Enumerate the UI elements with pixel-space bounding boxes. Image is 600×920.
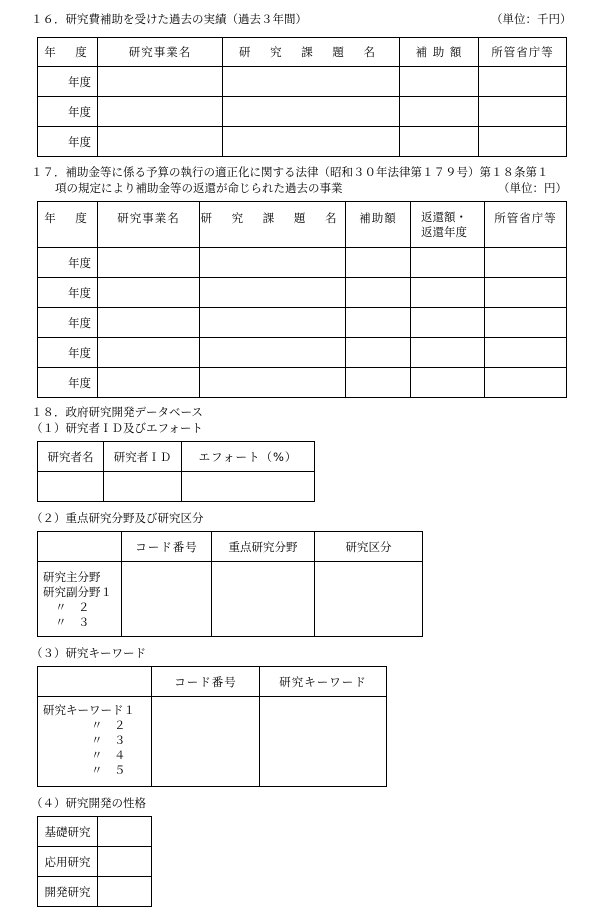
development-research-cell[interactable] bbox=[98, 877, 152, 907]
header-project-name: 研究事業名 bbox=[98, 38, 223, 67]
year-cell[interactable]: 年度 bbox=[38, 278, 98, 308]
amount-cell[interactable] bbox=[346, 338, 411, 368]
section-18-title: １８．政府研究開発データベース bbox=[31, 405, 203, 419]
header-priority-field: 重点研究分野 bbox=[212, 532, 315, 562]
section-17-title-line1: １７．補助金等に係る予算の執行の適正化に関する法律（昭和３０年法律第１７９号）第１８条第１ bbox=[31, 165, 549, 179]
ministry-cell[interactable] bbox=[479, 127, 567, 157]
header-code-number: コード番号 bbox=[122, 532, 212, 562]
research-category-cell[interactable] bbox=[315, 562, 423, 637]
year-cell[interactable]: 年度 bbox=[38, 248, 98, 278]
header-return-amount-year bbox=[411, 202, 485, 248]
researcher-id-table bbox=[37, 441, 315, 502]
table-row bbox=[38, 278, 567, 308]
year-cell[interactable]: 年度 bbox=[38, 368, 98, 398]
title-cell[interactable] bbox=[223, 67, 400, 97]
research-field-table bbox=[37, 531, 423, 637]
ministry-cell[interactable] bbox=[485, 248, 567, 278]
project-cell[interactable] bbox=[98, 308, 200, 338]
table-row bbox=[38, 697, 387, 787]
label-basic-research: 基礎研究 bbox=[38, 817, 98, 847]
header-code-number: コード番号 bbox=[152, 667, 260, 697]
label-applied-research: 応用研究 bbox=[38, 847, 98, 877]
ministry-cell[interactable] bbox=[479, 67, 567, 97]
amount-cell[interactable] bbox=[346, 308, 411, 338]
header-research-title: 研 究 課 題 名 bbox=[223, 38, 400, 67]
table-row bbox=[38, 127, 567, 157]
project-cell[interactable] bbox=[98, 97, 223, 127]
ministry-cell[interactable] bbox=[485, 308, 567, 338]
year-cell[interactable]: 年度 bbox=[38, 338, 98, 368]
label-keyword-2: 〃 ２ bbox=[91, 718, 126, 732]
project-cell[interactable] bbox=[98, 338, 200, 368]
title-cell[interactable] bbox=[200, 308, 346, 338]
researcher-id-cell[interactable] bbox=[104, 472, 182, 502]
section-18-4-title: （４）研究開発の性格 bbox=[31, 796, 146, 810]
title-cell[interactable] bbox=[200, 368, 346, 398]
amount-cell[interactable] bbox=[400, 97, 479, 127]
table-row bbox=[38, 338, 567, 368]
section-18-3-title: （３）研究キーワード bbox=[31, 646, 146, 660]
label-keyword-4: 〃 ４ bbox=[91, 748, 126, 762]
header-project-name: 研究事業名 bbox=[98, 202, 200, 248]
year-cell[interactable]: 年度 bbox=[38, 127, 98, 157]
effort-cell[interactable] bbox=[182, 472, 315, 502]
project-cell[interactable] bbox=[98, 67, 223, 97]
label-sub-field-1: 研究副分野１ bbox=[43, 585, 112, 599]
label-main-field: 研究主分野 bbox=[43, 570, 101, 584]
ministry-cell[interactable] bbox=[485, 278, 567, 308]
section-16-title: １６．研究費補助を受けた過去の実績（過去３年間） bbox=[31, 12, 307, 26]
header-return-year: 返還年度 bbox=[421, 225, 467, 239]
table-header-row bbox=[38, 202, 567, 248]
header-year: 年 度 bbox=[38, 38, 98, 67]
project-cell[interactable] bbox=[98, 248, 200, 278]
table-row bbox=[38, 368, 567, 398]
code-number-cell[interactable] bbox=[152, 697, 260, 787]
table-row bbox=[38, 817, 152, 847]
header-grant-amount: 補 助 額 bbox=[400, 38, 479, 67]
year-cell[interactable]: 年度 bbox=[38, 97, 98, 127]
basic-research-cell[interactable] bbox=[98, 817, 152, 847]
header-keyword: 研究キーワード bbox=[260, 667, 387, 697]
table-row bbox=[38, 472, 315, 502]
section-17-title-line2: 項の規定により補助金等の返還が命じられた過去の事業 bbox=[55, 181, 343, 195]
label-keyword-3: 〃 ３ bbox=[91, 733, 126, 747]
header-grant-amount: 補助額 bbox=[346, 202, 411, 248]
label-keyword-5: 〃 ５ bbox=[91, 763, 126, 777]
header-research-title: 研 究 課 題 名 bbox=[200, 202, 346, 248]
return-cell[interactable] bbox=[411, 368, 485, 398]
applied-research-cell[interactable] bbox=[98, 847, 152, 877]
section-17-unit: （単位：円） bbox=[498, 181, 567, 195]
amount-cell[interactable] bbox=[400, 67, 479, 97]
amount-cell[interactable] bbox=[346, 278, 411, 308]
return-cell[interactable] bbox=[411, 248, 485, 278]
section-18-1-title: （１）研究者ＩＤ及びエフォート bbox=[31, 421, 203, 435]
table-row bbox=[38, 847, 152, 877]
header-research-category: 研究区分 bbox=[315, 532, 423, 562]
project-cell[interactable] bbox=[98, 368, 200, 398]
table-row bbox=[38, 562, 423, 637]
return-cell[interactable] bbox=[411, 308, 485, 338]
ministry-cell[interactable] bbox=[479, 97, 567, 127]
title-cell[interactable] bbox=[200, 248, 346, 278]
ministry-cell[interactable] bbox=[485, 368, 567, 398]
header-researcher-id: 研究者ＩＤ bbox=[104, 442, 182, 472]
past-grants-table bbox=[37, 37, 567, 157]
header-ministry: 所管省庁等 bbox=[479, 38, 567, 67]
researcher-name-cell[interactable] bbox=[38, 472, 104, 502]
table-header-row bbox=[38, 38, 567, 67]
table-header-row bbox=[38, 667, 387, 697]
code-number-cell[interactable] bbox=[122, 562, 212, 637]
label-development-research: 開発研究 bbox=[38, 877, 98, 907]
header-return-amount: 返還額・ bbox=[421, 210, 467, 224]
return-cell[interactable] bbox=[411, 338, 485, 368]
header-effort: エフォート（%） bbox=[182, 442, 315, 472]
return-cell[interactable] bbox=[411, 278, 485, 308]
header-blank bbox=[38, 667, 152, 697]
project-cell[interactable] bbox=[98, 127, 223, 157]
table-row bbox=[38, 97, 567, 127]
project-cell[interactable] bbox=[98, 278, 200, 308]
header-researcher-name: 研究者名 bbox=[38, 442, 104, 472]
keyword-table bbox=[37, 666, 387, 787]
keyword-cell[interactable] bbox=[260, 697, 387, 787]
label-keyword-1: 研究キーワード１ bbox=[43, 703, 135, 717]
title-cell[interactable] bbox=[200, 278, 346, 308]
research-nature-table bbox=[37, 816, 152, 907]
returned-grants-table bbox=[37, 201, 567, 398]
amount-cell[interactable] bbox=[346, 248, 411, 278]
title-cell[interactable] bbox=[200, 338, 346, 368]
amount-cell[interactable] bbox=[346, 368, 411, 398]
field-labels-cell bbox=[38, 562, 122, 637]
label-sub-field-3: 〃 ３ bbox=[55, 615, 90, 629]
header-ministry: 所管省庁等 bbox=[485, 202, 567, 248]
title-cell[interactable] bbox=[223, 97, 400, 127]
table-header-row bbox=[38, 442, 315, 472]
amount-cell[interactable] bbox=[400, 127, 479, 157]
year-cell[interactable]: 年度 bbox=[38, 67, 98, 97]
section-16-unit: （単位：千円） bbox=[491, 12, 572, 26]
table-row bbox=[38, 248, 567, 278]
header-year: 年 度 bbox=[38, 202, 98, 248]
year-cell[interactable]: 年度 bbox=[38, 308, 98, 338]
title-cell[interactable] bbox=[223, 127, 400, 157]
table-header-row bbox=[38, 532, 423, 562]
table-row bbox=[38, 308, 567, 338]
header-blank bbox=[38, 532, 122, 562]
table-row bbox=[38, 877, 152, 907]
label-sub-field-2: 〃 ２ bbox=[55, 600, 90, 614]
keyword-labels-cell bbox=[38, 697, 152, 787]
priority-field-cell[interactable] bbox=[212, 562, 315, 637]
table-row bbox=[38, 67, 567, 97]
section-18-2-title: （２）重点研究分野及び研究区分 bbox=[31, 511, 204, 525]
ministry-cell[interactable] bbox=[485, 338, 567, 368]
